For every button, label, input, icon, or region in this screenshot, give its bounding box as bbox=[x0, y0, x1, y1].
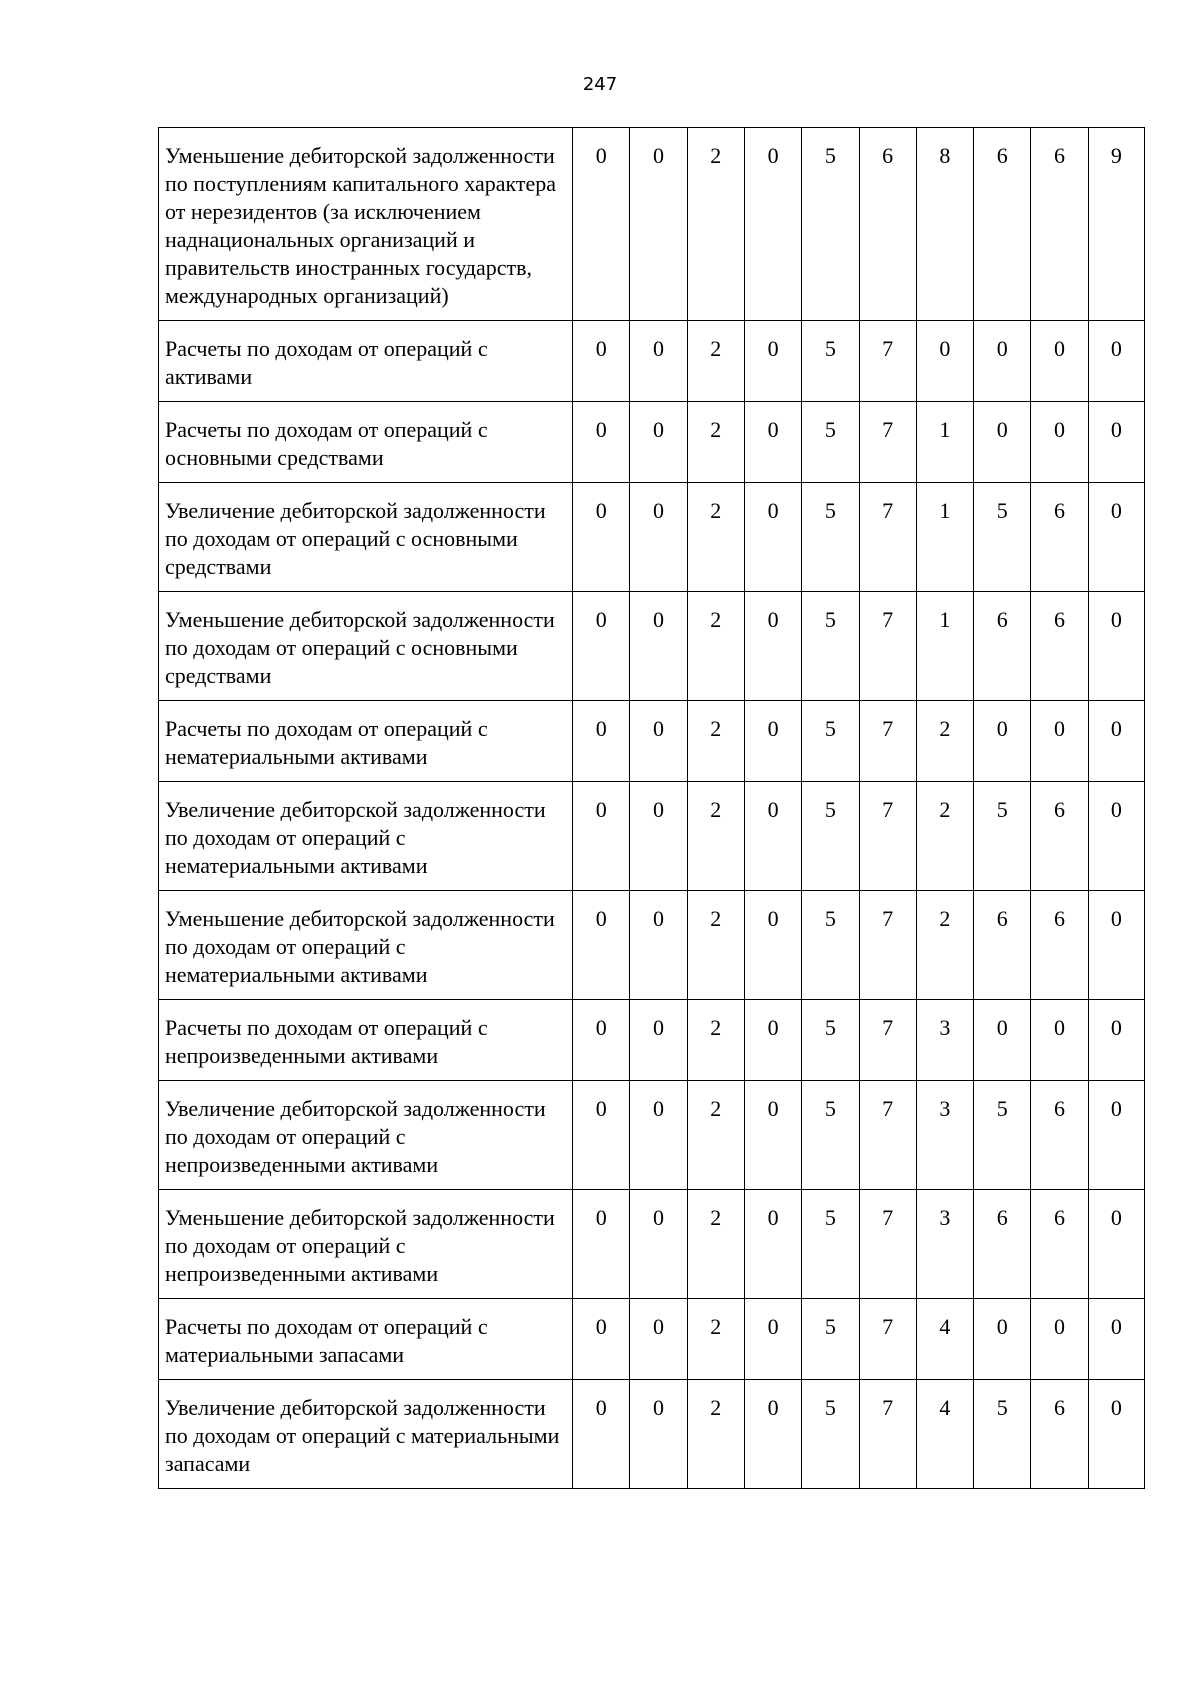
code-digit-cell: 0 bbox=[630, 1000, 687, 1081]
code-digit-cell: 6 bbox=[1031, 891, 1088, 1000]
code-digit-cell: 6 bbox=[974, 128, 1031, 321]
code-digit-cell: 0 bbox=[1088, 321, 1144, 402]
code-digit-cell: 5 bbox=[802, 1081, 859, 1190]
code-digit-cell: 0 bbox=[630, 483, 687, 592]
code-digit-cell: 0 bbox=[744, 1299, 801, 1380]
code-digit-cell: 5 bbox=[974, 1380, 1031, 1489]
row-name: Увеличение дебиторской задолженности по доходам от операций с нематериальными активами bbox=[159, 782, 573, 891]
code-digit-cell: 0 bbox=[630, 701, 687, 782]
code-digit-cell: 4 bbox=[916, 1380, 973, 1489]
code-digit-cell: 0 bbox=[630, 321, 687, 402]
code-digit-cell: 6 bbox=[1031, 782, 1088, 891]
code-digit-cell: 5 bbox=[802, 592, 859, 701]
code-digit-cell: 2 bbox=[687, 1380, 744, 1489]
table-row bbox=[159, 402, 1145, 483]
row-name: Увеличение дебиторской задолженности по доходам от операций с непроизведенными активами bbox=[159, 1081, 573, 1190]
account-codes-table bbox=[158, 127, 1145, 1489]
code-digit-cell: 0 bbox=[1031, 701, 1088, 782]
code-digit-cell: 0 bbox=[744, 402, 801, 483]
code-digit-cell: 0 bbox=[1031, 1299, 1088, 1380]
code-digit-cell: 7 bbox=[859, 782, 916, 891]
code-digit-cell: 0 bbox=[573, 891, 630, 1000]
code-digit-cell: 0 bbox=[1031, 402, 1088, 483]
code-digit-cell: 0 bbox=[744, 891, 801, 1000]
code-digit-cell: 0 bbox=[573, 1299, 630, 1380]
code-digit-cell: 0 bbox=[630, 592, 687, 701]
code-digit-cell: 1 bbox=[916, 402, 973, 483]
code-digit-cell: 8 bbox=[916, 128, 973, 321]
code-digit-cell: 0 bbox=[1088, 701, 1144, 782]
code-digit-cell: 0 bbox=[974, 321, 1031, 402]
table-row bbox=[159, 1380, 1145, 1489]
code-digit-cell: 2 bbox=[687, 782, 744, 891]
code-digit-cell: 0 bbox=[630, 128, 687, 321]
code-digit-cell: 6 bbox=[1031, 1081, 1088, 1190]
code-digit-cell: 7 bbox=[859, 402, 916, 483]
code-digit-cell: 1 bbox=[916, 592, 973, 701]
row-name: Расчеты по доходам от операций с основными средствами bbox=[159, 402, 573, 483]
code-digit-cell: 6 bbox=[974, 1190, 1031, 1299]
code-digit-cell: 7 bbox=[859, 1380, 916, 1489]
code-digit-cell: 0 bbox=[744, 1000, 801, 1081]
code-digit-cell: 0 bbox=[630, 1190, 687, 1299]
code-digit-cell: 0 bbox=[1088, 1081, 1144, 1190]
code-digit-cell: 0 bbox=[744, 321, 801, 402]
code-digit-cell: 0 bbox=[1031, 1000, 1088, 1081]
table-row bbox=[159, 1190, 1145, 1299]
code-digit-cell: 0 bbox=[1088, 1380, 1144, 1489]
code-digit-cell: 0 bbox=[1088, 483, 1144, 592]
code-digit-cell: 0 bbox=[573, 1081, 630, 1190]
code-digit-cell: 7 bbox=[859, 592, 916, 701]
code-digit-cell: 0 bbox=[1088, 1190, 1144, 1299]
code-digit-cell: 5 bbox=[974, 1081, 1031, 1190]
code-digit-cell: 5 bbox=[974, 483, 1031, 592]
row-name: Уменьшение дебиторской задолженности по доходам от операций с нематериальными активами bbox=[159, 891, 573, 1000]
code-digit-cell: 7 bbox=[859, 1000, 916, 1081]
code-digit-cell: 0 bbox=[573, 592, 630, 701]
code-digit-cell: 7 bbox=[859, 1190, 916, 1299]
row-name: Расчеты по доходам от операций с активами bbox=[159, 321, 573, 402]
table-row bbox=[159, 128, 1145, 321]
code-digit-cell: 6 bbox=[974, 891, 1031, 1000]
code-digit-cell: 2 bbox=[687, 1081, 744, 1190]
table-row bbox=[159, 701, 1145, 782]
code-digit-cell: 0 bbox=[630, 1299, 687, 1380]
code-digit-cell: 5 bbox=[802, 1380, 859, 1489]
table-row bbox=[159, 1000, 1145, 1081]
code-digit-cell: 2 bbox=[687, 592, 744, 701]
code-digit-cell: 7 bbox=[859, 483, 916, 592]
code-digit-cell: 0 bbox=[630, 782, 687, 891]
code-digit-cell: 5 bbox=[802, 701, 859, 782]
code-digit-cell: 0 bbox=[744, 1190, 801, 1299]
table-row bbox=[159, 782, 1145, 891]
code-digit-cell: 0 bbox=[974, 1299, 1031, 1380]
code-digit-cell: 0 bbox=[974, 402, 1031, 483]
code-digit-cell: 2 bbox=[916, 891, 973, 1000]
code-digit-cell: 5 bbox=[802, 321, 859, 402]
row-name: Расчеты по доходам от операций с материальными запасами bbox=[159, 1299, 573, 1380]
code-digit-cell: 0 bbox=[744, 1380, 801, 1489]
code-digit-cell: 2 bbox=[687, 402, 744, 483]
code-digit-cell: 0 bbox=[974, 1000, 1031, 1081]
code-digit-cell: 5 bbox=[802, 1000, 859, 1081]
code-digit-cell: 2 bbox=[916, 701, 973, 782]
table-row bbox=[159, 1081, 1145, 1190]
code-digit-cell: 5 bbox=[802, 402, 859, 483]
code-digit-cell: 0 bbox=[1088, 782, 1144, 891]
code-digit-cell: 6 bbox=[1031, 1380, 1088, 1489]
code-digit-cell: 0 bbox=[573, 321, 630, 402]
code-digit-cell: 5 bbox=[802, 891, 859, 1000]
code-digit-cell: 6 bbox=[1031, 128, 1088, 321]
code-digit-cell: 0 bbox=[630, 891, 687, 1000]
row-name: Уменьшение дебиторской задолженности по доходам от операций с основными средствами bbox=[159, 592, 573, 701]
code-digit-cell: 0 bbox=[573, 782, 630, 891]
table-row bbox=[159, 592, 1145, 701]
code-digit-cell: 0 bbox=[744, 592, 801, 701]
code-digit-cell: 6 bbox=[1031, 1190, 1088, 1299]
code-digit-cell: 0 bbox=[1088, 1299, 1144, 1380]
code-digit-cell: 9 bbox=[1088, 128, 1144, 321]
code-digit-cell: 0 bbox=[573, 1190, 630, 1299]
code-digit-cell: 2 bbox=[687, 1190, 744, 1299]
code-digit-cell: 5 bbox=[802, 128, 859, 321]
code-digit-cell: 0 bbox=[744, 782, 801, 891]
table-row bbox=[159, 483, 1145, 592]
code-digit-cell: 5 bbox=[802, 483, 859, 592]
code-digit-cell: 0 bbox=[1088, 891, 1144, 1000]
code-digit-cell: 2 bbox=[687, 891, 744, 1000]
table-row bbox=[159, 321, 1145, 402]
code-digit-cell: 6 bbox=[859, 128, 916, 321]
code-digit-cell: 3 bbox=[916, 1000, 973, 1081]
code-digit-cell: 0 bbox=[1088, 592, 1144, 701]
code-digit-cell: 6 bbox=[1031, 592, 1088, 701]
code-digit-cell: 2 bbox=[687, 701, 744, 782]
row-name: Уменьшение дебиторской задолженности по поступлениям капитального характера от нерезидентов (за исключением наднациональных организаций и правительств иностранных государств, международных организаций) bbox=[159, 128, 573, 321]
code-digit-cell: 0 bbox=[916, 321, 973, 402]
code-digit-cell: 0 bbox=[1031, 321, 1088, 402]
code-digit-cell: 5 bbox=[802, 1190, 859, 1299]
code-digit-cell: 2 bbox=[916, 782, 973, 891]
code-digit-cell: 5 bbox=[974, 782, 1031, 891]
code-digit-cell: 2 bbox=[687, 483, 744, 592]
code-digit-cell: 7 bbox=[859, 1081, 916, 1190]
code-digit-cell: 0 bbox=[573, 1380, 630, 1489]
code-digit-cell: 0 bbox=[744, 701, 801, 782]
code-digit-cell: 0 bbox=[630, 1081, 687, 1190]
code-digit-cell: 7 bbox=[859, 701, 916, 782]
row-name: Расчеты по доходам от операций с непроизведенными активами bbox=[159, 1000, 573, 1081]
code-digit-cell: 6 bbox=[974, 592, 1031, 701]
code-digit-cell: 7 bbox=[859, 321, 916, 402]
page-number: 247 bbox=[582, 74, 618, 95]
code-digit-cell: 0 bbox=[974, 701, 1031, 782]
code-digit-cell: 2 bbox=[687, 1299, 744, 1380]
code-digit-cell: 7 bbox=[859, 1299, 916, 1380]
code-digit-cell: 6 bbox=[1031, 483, 1088, 592]
code-digit-cell: 0 bbox=[573, 483, 630, 592]
code-digit-cell: 7 bbox=[859, 891, 916, 1000]
code-digit-cell: 0 bbox=[573, 402, 630, 483]
code-digit-cell: 0 bbox=[744, 1081, 801, 1190]
row-name: Уменьшение дебиторской задолженности по доходам от операций с непроизведенными активами bbox=[159, 1190, 573, 1299]
code-digit-cell: 3 bbox=[916, 1190, 973, 1299]
code-digit-cell: 1 bbox=[916, 483, 973, 592]
row-name: Расчеты по доходам от операций с нематериальными активами bbox=[159, 701, 573, 782]
table-row bbox=[159, 891, 1145, 1000]
code-digit-cell: 0 bbox=[573, 128, 630, 321]
code-digit-cell: 2 bbox=[687, 321, 744, 402]
code-digit-cell: 0 bbox=[1088, 1000, 1144, 1081]
table-row bbox=[159, 1299, 1145, 1380]
row-name: Увеличение дебиторской задолженности по доходам от операций с основными средствами bbox=[159, 483, 573, 592]
code-digit-cell: 0 bbox=[744, 483, 801, 592]
code-digit-cell: 5 bbox=[802, 1299, 859, 1380]
row-name: Увеличение дебиторской задолженности по доходам от операций с материальными запасами bbox=[159, 1380, 573, 1489]
code-digit-cell: 5 bbox=[802, 782, 859, 891]
code-digit-cell: 0 bbox=[630, 402, 687, 483]
code-digit-cell: 3 bbox=[916, 1081, 973, 1190]
code-digit-cell: 2 bbox=[687, 128, 744, 321]
code-digit-cell: 2 bbox=[687, 1000, 744, 1081]
code-digit-cell: 0 bbox=[744, 128, 801, 321]
code-digit-cell: 0 bbox=[630, 1380, 687, 1489]
code-digit-cell: 0 bbox=[1088, 402, 1144, 483]
code-digit-cell: 0 bbox=[573, 701, 630, 782]
code-digit-cell: 4 bbox=[916, 1299, 973, 1380]
code-digit-cell: 0 bbox=[573, 1000, 630, 1081]
